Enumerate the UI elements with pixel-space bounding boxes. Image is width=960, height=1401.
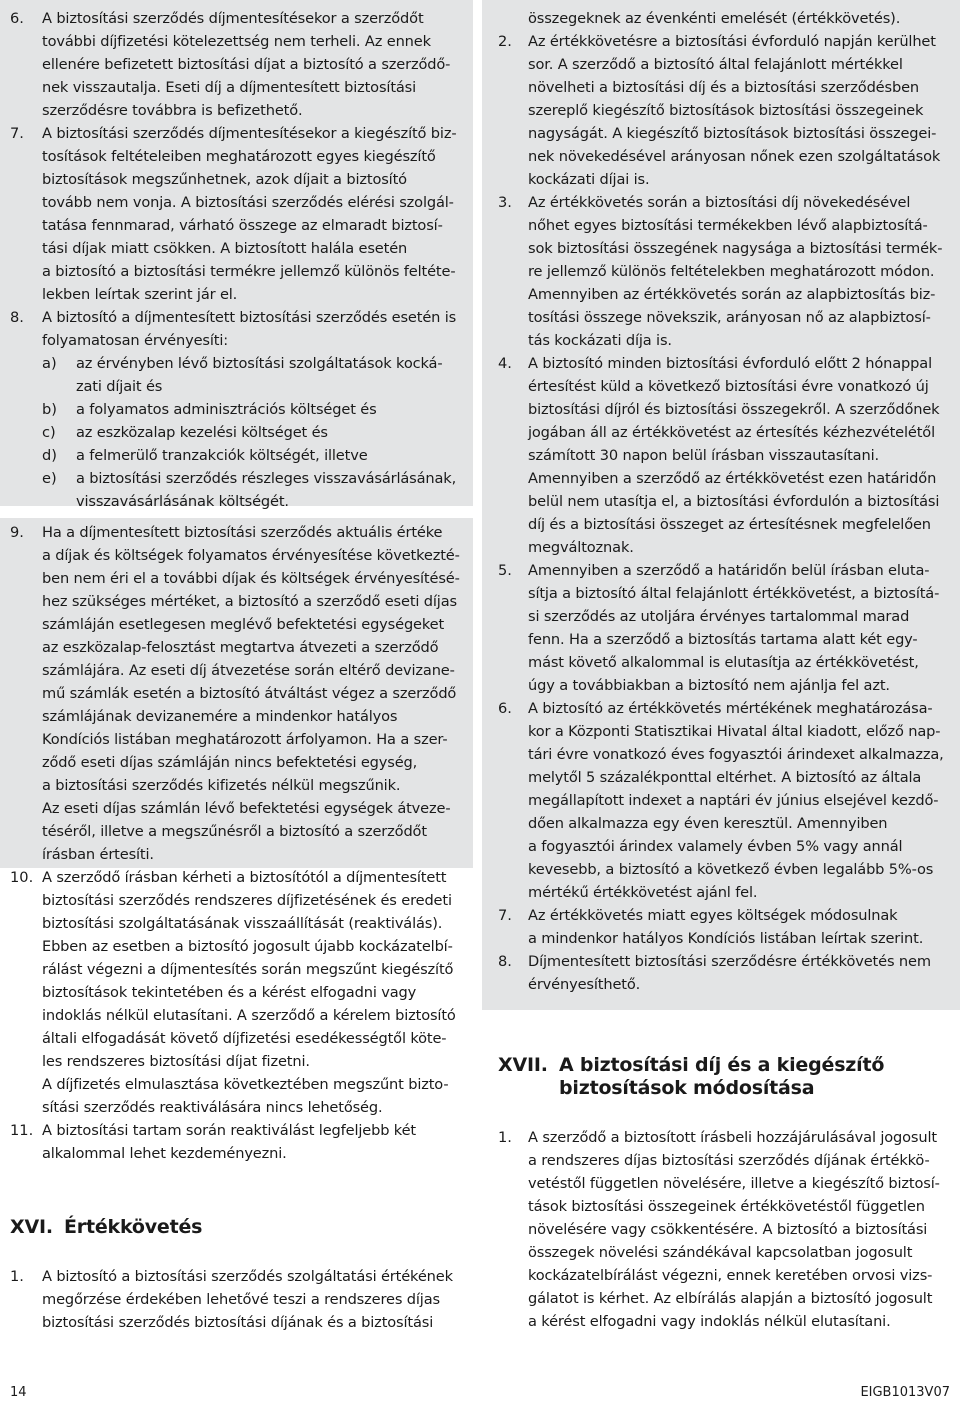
item-text-line: általi elfogadását követő díjfizetési esedékességtől köte- (42, 1030, 447, 1047)
item-text-line: si szerződés az utoljára érvényes tartalommal marad (528, 608, 910, 625)
item-text-line: A szerződő a biztosított írásbeli hozzájárulásával jogosult (528, 1129, 937, 1146)
item-text-line: melytől 5 százalékponttal eltérhet. A biztosító az általa (528, 769, 922, 786)
item-text-line: dően alkalmazza egy éven keresztül. Amennyiben (528, 815, 888, 832)
item-text-line: kor a Központi Statisztikai Hivatal által kiadott, előző nap- (528, 723, 941, 740)
item-number: 1. (10, 1268, 24, 1285)
item-text-line: érvényesíthető. (528, 976, 641, 993)
item-text-line: fenn. Ha a szerződő a biztosítás tartama alatt két egy- (528, 631, 918, 648)
item-text-line: mértékű értékkövetést ajánl fel. (528, 884, 758, 901)
sub-item-label: d) (42, 447, 57, 464)
item-text-line: további díjfizetési kötelezettség nem terheli. Az ennek (42, 33, 431, 50)
item-number: 7. (498, 907, 512, 924)
item-text-line: számláján esetlegesen meglévő befektetési egységeket (42, 616, 445, 633)
item-text-line: mű számlák esetén a biztosító átváltást végez a szerződő (42, 685, 457, 702)
item-text-line: A biztosítási szerződés díjmentesítésekor a szerződőt (42, 10, 424, 27)
continuation-text-line: összegeknek az évenkénti emelését (értékkövetés). (528, 10, 901, 27)
item-text-line: növelésére vagy csökkentésére. A biztosító a biztosítási (528, 1221, 928, 1238)
item-text-line: Díjmentesített biztosítási szerződésre értékkövetés nem (528, 953, 931, 970)
item-text-line: re jellemző különös feltételekben meghatározott módon. (528, 263, 935, 280)
page-number: 14 (10, 1385, 27, 1400)
item-text-line: vetéstől független növelésére, illetve a kiegészítő biztosí- (528, 1175, 940, 1192)
item-text-line: rálást végezni a díjmentesítés során megszűnt kiegészítő (42, 961, 454, 978)
sub-item-label: e) (42, 470, 57, 487)
item-text-line: úgy a továbbiakban a biztosító nem ajánlja fel azt. (528, 677, 890, 694)
item-text-line: számlájának devizanemére a mindenkor hatályos (42, 708, 398, 725)
item-text-line: ben nem éri el a további díjak és költségek érvényesítésé- (42, 570, 460, 587)
item-text-line: tosítások feltételeiben meghatározott egyes kiegészítő (42, 148, 436, 165)
item-text-line: szerződésre továbbra is befizethető. (42, 102, 303, 119)
item-number: 3. (498, 194, 512, 211)
sub-item-text-line: az eszközalap kezelési költséget és (76, 424, 328, 441)
item-number: 11. (10, 1122, 34, 1139)
item-text-line: sítási szerződés reaktiválására nincs lehetőség. (42, 1099, 383, 1116)
item-number: 1. (498, 1129, 512, 1146)
item-text-line: tosítási összege növekszik, arányosan nő az alapbiztosí- (528, 309, 931, 326)
item-number: 7. (10, 125, 24, 142)
item-number: 8. (498, 953, 512, 970)
item-text-line: Amennyiben a szerződő az értékkövetést ezen határidőn (528, 470, 937, 487)
sub-item-text-line: a felmerülő tranzakciók költségét, illetve (76, 447, 368, 464)
item-text-line: nek visszautalja. Eseti díj a díjmentesített biztosítási (42, 79, 417, 96)
item-text-line: sítja a biztosító által felajánlott értékkövetést, a biztosítá- (528, 585, 940, 602)
item-text-line: Amennyiben a szerződő a határidőn belül írásban eluta- (528, 562, 930, 579)
item-text-line: Az értékkövetés során a biztosítási díj növekedésével (528, 194, 911, 211)
item-text-line: Kondíciós listában meghatározott árfolyamon. Ha a szer- (42, 731, 448, 748)
item-text-line: a díjak és költségek folyamatos érvényesítése következté- (42, 547, 460, 564)
section-title: Értékkövetés (64, 1216, 203, 1238)
item-text-line: nagyságát. A kiegészítő biztosítások biztosítási összegei- (528, 125, 937, 142)
item-text-line: tovább nem vonja. A biztosítási szerződés elérési szolgál- (42, 194, 454, 211)
item-text-line: gálatot is kérhet. Az elbírálás alapján a biztosító jogosult (528, 1290, 933, 1307)
item-text-line: hez szükséges mértéket, a biztosító a szerződő eseti díjas (42, 593, 457, 610)
item-text-line: az eszközalap-felosztást megtartva átvezeti a szerződő (42, 639, 439, 656)
item-text-line: tári évre vonatkozó éves fogyasztói árindexet alkalmazza, (528, 746, 944, 763)
section-title-line: A biztosítási díj és a kiegészítő (559, 1054, 885, 1076)
item-text-line: A biztosító a díjmentesített biztosítási szerződés esetén is (42, 309, 457, 326)
sub-item-text-line: visszavásárlásának költségét. (76, 493, 289, 510)
item-text-line: Az értékkövetés miatt egyes költségek módosulnak (528, 907, 898, 924)
item-text-line: tási díjak miatt csökken. A biztosított halála esetén (42, 240, 408, 257)
item-text-line: megváltoznak. (528, 539, 634, 556)
sub-item-label: c) (42, 424, 56, 441)
sub-item-text-line: a folyamatos adminisztrációs költséget és (76, 401, 377, 418)
item-text-line: A biztosítási szerződés díjmentesítésekor a kiegészítő biz- (42, 125, 457, 142)
sub-item-text-line: zati díjait és (76, 378, 163, 395)
item-text-line: A biztosítási tartam során reaktiválást legfeljebb két (42, 1122, 416, 1139)
item-text-line: számlájára. Az eseti díj átvezetése során eltérő devizane- (42, 662, 455, 679)
item-text-line: biztosítások megszűnhetnek, azok díjait a biztosító (42, 171, 407, 188)
item-text-line: növelheti a biztosítási díj és a biztosítási szerződésben (528, 79, 920, 96)
item-text-line: nek növekedésével arányosan nőnek ezen szolgáltatások (528, 148, 941, 165)
section-number: XVII. (498, 1054, 548, 1076)
item-text-line: tás kockázati díja is. (528, 332, 672, 349)
sub-item-label: b) (42, 401, 57, 418)
item-text-line: alkalommal lehet kezdeményezni. (42, 1145, 287, 1162)
item-text-line: A szerződő írásban kérheti a biztosítótól a díjmentesített (42, 869, 447, 886)
section-number: XVI. (10, 1216, 53, 1238)
item-text-line: kockázati díjai is. (528, 171, 650, 188)
item-text-line: összegek növelési szándékával kapcsolatban jogosult (528, 1244, 913, 1261)
item-text-line: értesítést küld a következő biztosítási évre vonatkozó új (528, 378, 929, 395)
item-text-line: les rendszeres biztosítási díjat fizetni. (42, 1053, 310, 1070)
item-text-line: Az értékkövetésre a biztosítási évforduló napján kerülhet (528, 33, 936, 50)
item-text-line: lekben leírtak szerint jár el. (42, 286, 238, 303)
item-text-line: biztosítási díjról és biztosítási összegekről. A szerződőnek (528, 401, 940, 418)
item-text-line: szereplő kiegészítő biztosítások biztosítási összegeinek (528, 102, 924, 119)
item-text-line: ződő eseti díjas számláján nincs befektetési egység, (42, 754, 418, 771)
item-text-line: díj és a biztosítási összeget az értesítésnek megfelelően (528, 516, 931, 533)
item-text-line: téséről, illetve a megszűnésről a biztosító a szerződőt (42, 823, 427, 840)
item-number: 4. (498, 355, 512, 372)
item-text-line: biztosítási szolgáltatásának visszaállítását (reaktiválás). (42, 915, 443, 932)
item-number: 5. (498, 562, 512, 579)
item-text-line: biztosítási szerződés rendszeres díjfizetésének és eredeti (42, 892, 452, 909)
item-text-line: jogában áll az értékkövetést az értesítés kézhezvételétől (528, 424, 935, 441)
item-text-line: kockázatelbírálást végezni, ennek keretében orvosi vizs- (528, 1267, 933, 1284)
item-number: 9. (10, 524, 24, 541)
section-title-line: biztosítások módosítása (559, 1077, 815, 1099)
item-text-line: tatása fennmarad, várható összege az elmaradt biztosí- (42, 217, 443, 234)
item-text-line: A biztosító minden biztosítási évforduló előtt 2 hónappal (528, 355, 932, 372)
item-number: 6. (498, 700, 512, 717)
sub-item-text-line: a biztosítási szerződés részleges visszavásárlásának, (76, 470, 457, 487)
item-text-line: biztosítási szerződés biztosítási díjának és a biztosítási (42, 1314, 434, 1331)
item-text-line: a rendszeres díjas biztosítási szerződés díjának értékkö- (528, 1152, 930, 1169)
item-text-line: megőrzése érdekében lehetővé teszi a rendszeres díjas (42, 1291, 440, 1308)
item-number: 8. (10, 309, 24, 326)
item-text-line: a biztosítási szerződés kifizetés nélkül megszűnik. (42, 777, 401, 794)
item-text-line: írásban értesíti. (42, 846, 154, 863)
item-text-line: a kérést elfogadni vagy indoklás nélkül elutasítani. (528, 1313, 891, 1330)
item-text-line: tások biztosítási összegeinek értékkövetéstől független (528, 1198, 925, 1215)
item-text-line: indoklás nélkül elutasítani. A szerződő a kérelem biztosító (42, 1007, 456, 1024)
item-text-line: biztosítások tekintetében és a kérést elfogadni vagy (42, 984, 417, 1001)
item-text-line: a fogyasztói árindex valamely évben 5% vagy annál (528, 838, 903, 855)
item-text-line: mást követő alkalommal is elutasítja az értékkövetést, (528, 654, 919, 671)
item-number: 10. (10, 869, 34, 886)
item-text-line: Amennyiben az értékkövetés során az alapbiztosítás biz- (528, 286, 936, 303)
item-text-line: belül nem utasítja el, a biztosítási évfordulón a biztosítási (528, 493, 940, 510)
item-text-line: ellenére befizetett biztosítási díjat a biztosító a szerződő- (42, 56, 451, 73)
item-number: 6. (10, 10, 24, 27)
item-text-line: kevesebb, a biztosító a következő évben legalább 5%-os (528, 861, 934, 878)
item-text-line: A díjfizetés elmulasztása következtében megszűnt bizto- (42, 1076, 449, 1093)
item-text-line: nőhet egyes biztosítási termékekben lévő alapbiztosítá- (528, 217, 928, 234)
item-text-line: A biztosító a biztosítási szerződés szolgáltatási értékének (42, 1268, 453, 1285)
sub-item-label: a) (42, 355, 57, 372)
sub-item-text-line: az érvényben lévő biztosítási szolgáltatások kocká- (76, 355, 443, 372)
item-text-line: Az eseti díjas számlán lévő befektetési egységek átveze- (42, 800, 451, 817)
item-text-line: A biztosító az értékkövetés mértékének meghatározása- (528, 700, 933, 717)
item-text-line: Ha a díjmentesített biztosítási szerződés aktuális értéke (42, 524, 443, 541)
item-text-line: számított 30 napon belül írásban visszautasítani. (528, 447, 879, 464)
item-text-line: megállapított indexet a naptári év június elsejével kezdő- (528, 792, 939, 809)
item-text-line: sor. A szerződő a biztosító által felajánlott mértékkel (528, 56, 903, 73)
item-text-line: sok biztosítási összegének nagysága a biztosítási termék- (528, 240, 943, 257)
item-text-line: a mindenkor hatályos Kondíciós listában leírtak szerint. (528, 930, 924, 947)
item-number: 2. (498, 33, 512, 50)
item-text-line: Ebben az esetben a biztosító jogosult újabb kockázatelbí- (42, 938, 453, 955)
item-text-line: folyamatosan érvényesíti: (42, 332, 229, 349)
document-code: EIGB1013V07 (860, 1385, 950, 1400)
item-text-line: a biztosító a biztosítási termékre jellemző különös feltéte- (42, 263, 456, 280)
